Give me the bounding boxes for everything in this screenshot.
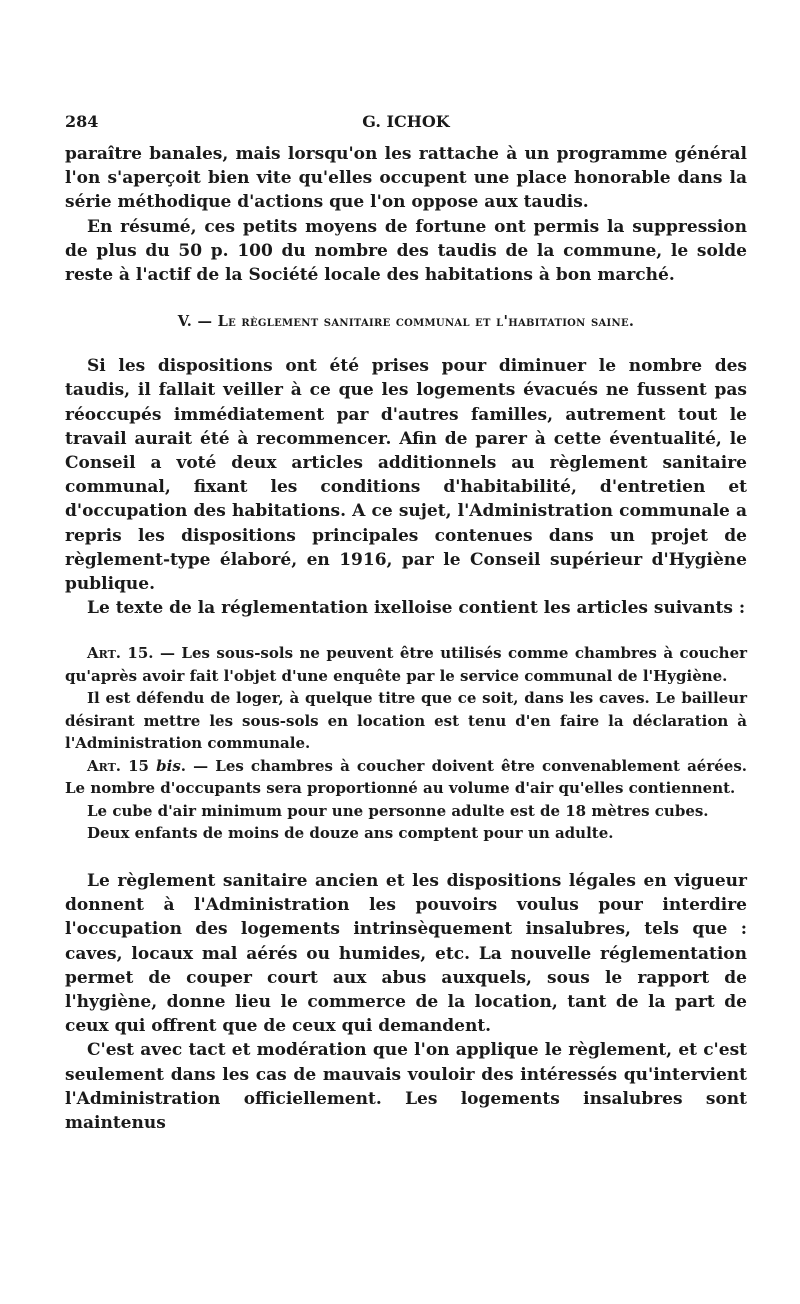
articles-block: [65, 642, 747, 845]
page-header: [65, 112, 747, 142]
running-title: G. ICHOK: [362, 112, 450, 131]
article-15bis-paragraph-3: Deux enfants de moins de douze ans comptent pour un adulte.: [87, 824, 614, 843]
intro-paragraph-2: En résumé, ces petits moyens de fortune ont permis la suppression de plus du 50 p. 100 du nombre des taudis de la commune, le solde reste à l'actif de la Société locale des habitations à bon marché.: [65, 216, 747, 286]
page-number: 284: [65, 112, 99, 131]
closing-paragraph-1: Le règlement sanitaire ancien et les dispositions légales en vigueur donnent à l'Administration les pouvoirs voulus pour interdire l'occupation des logements intrinsèquement insalubres, tels que : caves, locaux mal aérés ou humides, etc. La nouvelle réglementation permet de couper court aux abus auxquels, sous le rapport de l'hygiène, donne lieu le commerce de la location, tant de la part de ceux qui offrent que de ceux qui demandent.: [65, 870, 747, 1037]
article-15-label: Art. 15.: [87, 644, 154, 663]
document-page: [65, 112, 747, 1135]
article-15bis: [65, 755, 747, 800]
article-15bis-paragraph-2: Le cube d'air minimum pour une personne adulte est de 18 mètres cubes.: [87, 801, 709, 820]
article-15-text: — Les sous-sols ne peuvent être utilisés comme chambres à coucher qu'après avoir fait l'objet d'une enquête par le service communal de l'Hygiène.: [65, 644, 748, 685]
closing-paragraph-2: C'est avec tact et modération que l'on applique le règlement, et c'est seulement dans les cas de mauvais vouloir des intéressés qu'intervient l'Administration officiellement. Les logements insalubres sont maintenus: [65, 1040, 747, 1133]
article-15: [65, 642, 747, 687]
article-15bis-text: . — Les chambres à coucher doivent être convenablement aérées. Le nombre d'occupants sera proportionné au volume d'air qu'elles contiennent.: [65, 756, 748, 798]
section-paragraph-2: Le texte de la réglementation ixelloise contient les articles suivants :: [87, 598, 746, 619]
intro-paragraph-1: paraître banales, mais lorsqu'on les rattache à un programme général l'on s'aperçoit bien vite qu'elles occupent une place honorable dans la série méthodique d'actions que l'on oppose aux taudis.: [65, 144, 747, 213]
article-15-paragraph-2: Il est défendu de loger, à quelque titre que ce soit, dans les caves. Le bailleur désirant mettre les sous-sols en location est tenu d'en faire la déclaration à l'Administration communale.: [65, 689, 747, 753]
section-paragraph-1: Si les dispositions ont été prises pour diminuer le nombre des taudis, il fallait veiller à ce que les logements évacués ne fussent pas réoccupés immédiatement par d'autres familles, autrement tout le travail aurait été à recommencer. Afin de parer à cette éventualité, le Conseil a voté deux articles additionnels au règlement sanitaire communal, fixant les conditions d'habitabilité, d'entretien et d'occupation des habitations. A ce sujet, l'Administration communale a repris les dispositions principales contenues dans un projet de règlement-type élaboré, en 1916, par le Conseil supérieur d'Hygiène publique.: [65, 356, 747, 595]
article-15bis-label: Art. 15: [87, 756, 157, 775]
article-15bis-suffix: bis: [156, 756, 181, 775]
section-heading: V. — Le règlement sanitaire communal et l'habitation saine.: [177, 313, 635, 331]
